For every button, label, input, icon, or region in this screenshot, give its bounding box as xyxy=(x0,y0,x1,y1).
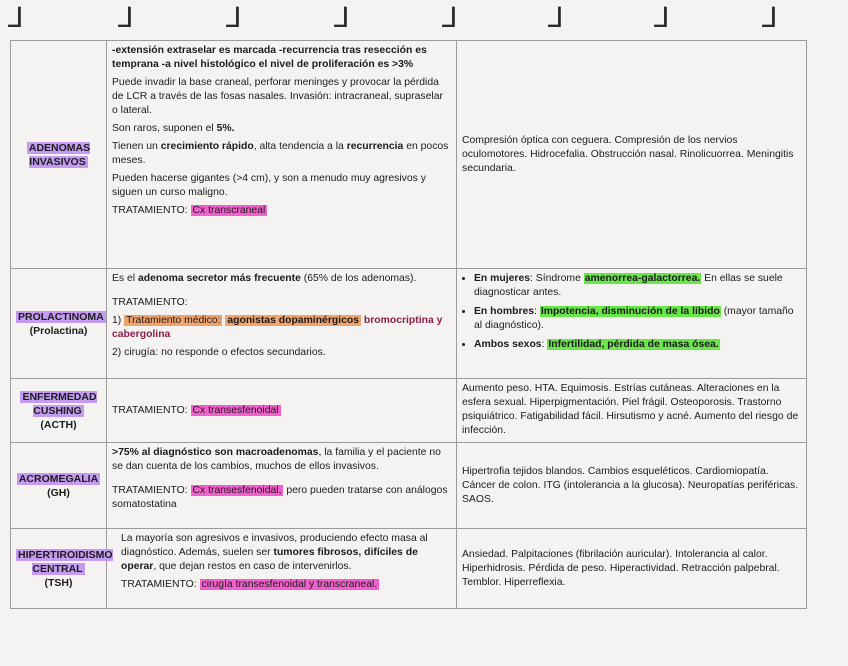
clinical-cell: Compresión óptica con ceguera. Compresión de los nervios oculomotores. Hidrocefalia. Obstrucción nasal. Rinolicuorrea. Meningitis secundaria. xyxy=(457,41,807,269)
adenoma-table xyxy=(10,40,807,609)
row-name: ADENOMAS INVASIVOS xyxy=(28,141,91,168)
table-row xyxy=(11,269,807,379)
ring-icon: ⅃ xyxy=(654,1,670,34)
treatment-line: 1) Tratamiento médico: agonistas dopaminérgicos bromocriptina y cabergolina xyxy=(112,315,443,340)
ring-icon: ⅃ xyxy=(8,1,24,34)
notes-sheet xyxy=(10,40,806,620)
table-row xyxy=(11,529,807,609)
row-hormone: (Prolactina) xyxy=(29,324,88,337)
clinical-cell xyxy=(457,269,807,379)
list-item: • Ambos sexos: Infertilidad, pérdida de masa ósea. xyxy=(474,338,801,352)
description-cell xyxy=(107,269,457,379)
row-name-cell xyxy=(11,269,107,379)
description-cell xyxy=(107,41,457,269)
description-cell xyxy=(107,529,457,609)
list-item: • En mujeres: Síndrome amenorrea-galactorrea. En ellas se suele diagnosticar antes. xyxy=(474,272,801,300)
table-row xyxy=(11,379,807,443)
treatment-label: TRATAMIENTO: xyxy=(112,297,188,308)
description-text: Puede invadir la base craneal, perforar meninges y provocar la pérdida de LCR a través de las fosas nasales. Invasión: intracraneal, supraselar o lateral. xyxy=(112,77,443,116)
row-name: ENFERMEDAD CUSHING xyxy=(22,390,97,417)
ring-icon: ⅃ xyxy=(442,1,458,34)
clinical-cell: Hipertrofia tejidos blandos. Cambios esqueléticos. Cardiomiopatía. Cáncer de colon. ITG (intolerancia a la glucosa). Neuropatías periféricas. SAOS. xyxy=(457,443,807,529)
row-name-cell xyxy=(11,529,113,609)
treatment-highlight: Cx transesfenoidal, xyxy=(192,485,282,496)
row-hormone: (GH) xyxy=(47,486,70,499)
binder-rings xyxy=(0,0,848,38)
intro-text: -extensión extraselar es marcada -recurrencia tras resección es temprana -a nivel histológico el nivel de proliferación es >3% xyxy=(112,45,427,70)
treatment-line: TRATAMIENTO: Cx transesfenoidal, pero pueden tratarse con análogos somatostatina xyxy=(112,485,448,510)
ring-icon: ⅃ xyxy=(548,1,564,34)
clinical-cell: Ansiedad. Palpitaciones (fibrilación auricular). Intolerancia al calor. Hiperhidrosis. Pérdida de peso. Hiperactividad. Retracción palpebral. Temblor. Hiperreflexia. xyxy=(457,529,807,609)
row-hormone: (TSH) xyxy=(44,576,73,589)
treatment-line: TRATAMIENTO: Cx transcraneal xyxy=(112,205,266,216)
description-text: Es el adenoma secretor más frecuente (65% de los adenomas). xyxy=(112,273,417,284)
row-name-cell xyxy=(11,41,107,269)
treatment-highlight: cirugía transesfenoidal y transcraneal. xyxy=(201,579,378,590)
table-row xyxy=(11,41,807,269)
description-text: Pueden hacerse gigantes (>4 cm), y son a menudo muy agresivos y siguen un curso maligno. xyxy=(112,173,426,198)
row-name: HIPERTIROIDISMO CENTRAL xyxy=(18,548,113,575)
ring-icon: ⅃ xyxy=(226,1,242,34)
description-cell xyxy=(107,443,457,529)
treatment-highlight: Cx transcraneal xyxy=(192,205,266,216)
description-text: >75% al diagnóstico son macroadenomas, la familia y el paciente no se dan cuenta de los cambios, muchos de ellos invasivos. xyxy=(112,447,441,472)
description-cell xyxy=(107,379,457,443)
row-name-cell xyxy=(11,443,107,529)
row-name: ACROMEGALIA xyxy=(18,472,99,485)
description-text: La mayoría son agresivos e invasivos, produciendo efecto masa al diagnóstico. Además, suelen ser tumores fibrosos, difíciles de operar, que dejan restos en caso de intervenirlos. xyxy=(121,533,428,572)
list-item: • En hombres: Impotencia, disminución de la libido (mayor tamaño al diagnóstico). xyxy=(474,305,801,333)
treatment-line: TRATAMIENTO: cirugía transesfenoidal y transcraneal. xyxy=(121,579,378,590)
clinical-cell: Aumento peso. HTA. Equimosis. Estrías cutáneas. Alteraciones en la esfera sexual. Hiperpigmentación. Piel frágil. Osteoporosis. Trastorno psiquiátrico. Fatigabilidad fácil. Hirsutismo y acné. Aumento del riesgo de infección. xyxy=(457,379,807,443)
ring-icon: ⅃ xyxy=(762,1,778,34)
description-text: Son raros, suponen el 5%. xyxy=(112,123,235,134)
ring-icon: ⅃ xyxy=(118,1,134,34)
table-row xyxy=(11,443,807,529)
row-hormone: (ACTH) xyxy=(40,418,77,431)
treatment-highlight: Cx transesfenoidal xyxy=(192,404,279,416)
description-text: Tienen un crecimiento rápido, alta tendencia a la recurrencia en pocos meses. xyxy=(112,141,449,166)
treatment-line: TRATAMIENTO: Cx transesfenoidal xyxy=(112,404,279,416)
row-name: PROLACTINOMA xyxy=(18,310,104,323)
row-name-cell xyxy=(11,379,107,443)
treatment-line: 2) cirugía: no responde o efectos secundarios. xyxy=(112,347,326,358)
ring-icon: ⅃ xyxy=(334,1,350,34)
